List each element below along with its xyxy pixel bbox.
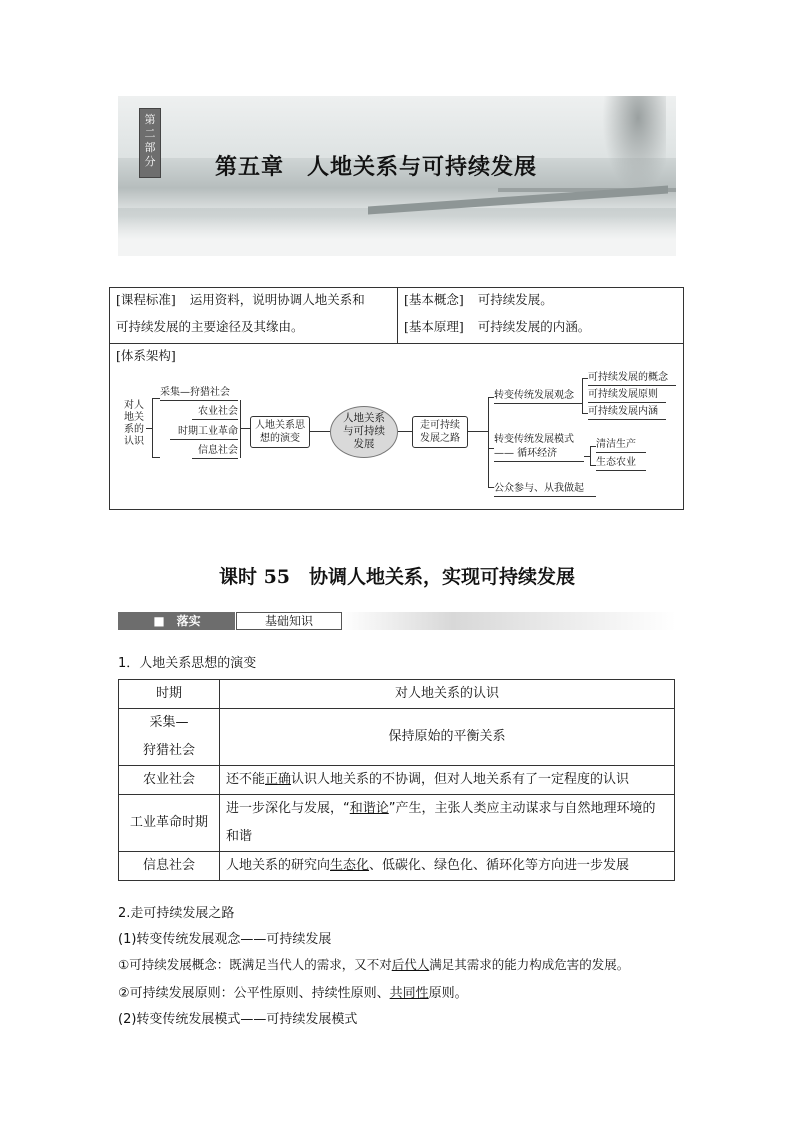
table-cell-period: 农业社会 (119, 766, 220, 795)
part-tag: 第二部分 (139, 108, 161, 178)
branch-mode: 转变传统发展模式 —— 循环经济 (494, 433, 584, 462)
branch1-item-concept: 可持续发展的概念 (588, 371, 676, 386)
branch-public: 公众参与、从我做起 (494, 482, 596, 497)
section-bar-light: 基础知识 (236, 612, 342, 630)
section-bar-dark: ■ 落实 (153, 614, 201, 628)
table-cell-text: 还不能正确认识人地关系的不协调，但对人地关系有了一定程度的认识 (220, 766, 675, 795)
branch1-item-principle: 可持续发展原则 (588, 388, 666, 403)
branch2-item-eco: 生态农业 (596, 456, 646, 471)
section-bar (118, 612, 676, 630)
section2-line2: ①可持续发展概念：既满足当代人的需求，又不对后代人满足其需求的能力构成危害的发展。 (118, 957, 630, 972)
section2-line1: (1)转变传统发展观念——可持续发展 (118, 932, 332, 947)
table-cell-text: 人地关系的研究向生态化、低碳化、绿色化、循环化等方向进一步发展 (220, 852, 675, 881)
branch-concept: 转变传统发展观念 (494, 389, 582, 404)
table-cell-period: 信息社会 (119, 852, 220, 881)
table-cell-text: 进一步深化与发展，“和谐论”产生，主张人类应主动谋求与自然地理环境的和谐 (220, 795, 675, 852)
section2-heading: 2.走可持续发展之路 (118, 906, 235, 921)
course-label: [课程标准] (116, 292, 176, 307)
table-header-row (119, 680, 675, 709)
branch2-item-clean: 清洁生产 (596, 438, 646, 453)
table-row (119, 709, 675, 766)
table-row (119, 795, 675, 852)
branch1-item-connotation: 可持续发展内涵 (588, 405, 666, 420)
principle-text: 可持续发展的内涵。 (477, 319, 591, 334)
table-cell-period: 工业革命时期 (119, 795, 220, 852)
lesson-title: 课时 55 协调人地关系，实现可持续发展 (218, 566, 576, 588)
standards-box (109, 287, 684, 510)
stage-information: 信息社会 (192, 444, 238, 459)
principle-label: [基本原理] (404, 319, 464, 334)
evolution-box: 人地关系思 想的演变 (250, 416, 310, 448)
concept-label: [基本概念] (404, 292, 464, 307)
table-header: 对人地关系的认识 (220, 680, 675, 709)
framework-label: [体系架构] (116, 348, 176, 363)
section1-heading: 1．人地关系思想的演变 (118, 656, 257, 671)
center-ellipse: 人地关系 与可持续 发展 (330, 406, 398, 458)
table-cell-period: 采集— 狩猎社会 (119, 709, 220, 766)
concept-text: 可持续发展。 (477, 292, 553, 307)
evolution-table (118, 679, 675, 881)
table-row (119, 766, 675, 795)
stage-agriculture: 农业社会 (192, 405, 238, 420)
path-box: 走可持续 发展之路 (412, 416, 468, 448)
section2-line4: (2)转变传统发展模式——可持续发展模式 (118, 1012, 358, 1027)
chapter-title: 第五章 人地关系与可持续发展 (215, 155, 538, 180)
section2-line3: ②可持续发展原则：公平性原则、持续性原则、共同性原则。 (118, 986, 468, 1001)
left-label: 对人 地关 系的 认识 (124, 400, 144, 447)
table-row (119, 852, 675, 881)
course-text-2: 可持续发展的主要途径及其缘由。 (116, 319, 304, 334)
table-cell-text: 保持原始的平衡关系 (220, 709, 675, 766)
course-text-1: 运用资料，说明协调人地关系和 (189, 292, 365, 307)
stage-gather-hunt: 采集—狩猎社会 (160, 386, 238, 401)
table-header: 时期 (119, 680, 220, 709)
stage-industrial: 时期工业革命 (170, 425, 238, 440)
